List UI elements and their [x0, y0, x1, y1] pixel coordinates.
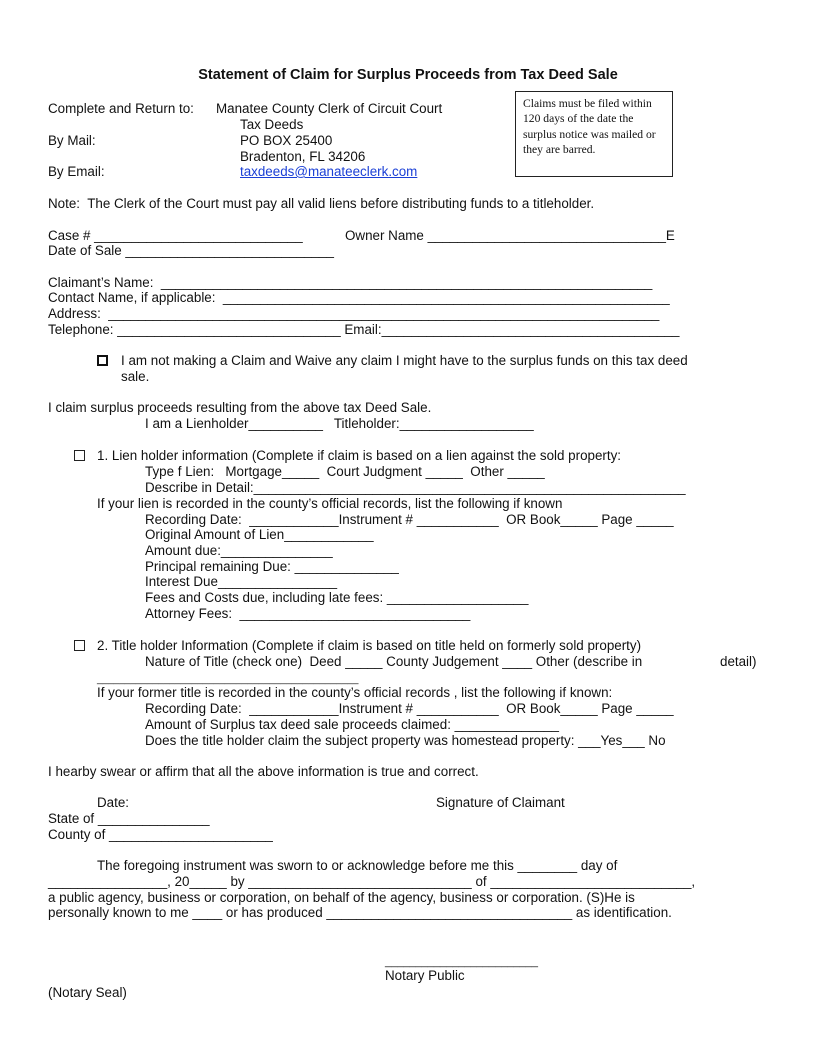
title-recording-field[interactable]: Recording Date: ____________Instrument # ___________ OR Book_____ Page _____ [145, 701, 674, 716]
notary-signature-line[interactable]: _________________________ [385, 956, 538, 968]
lien-heading: 1. Lien holder information (Complete if claim is based on a lien against the sold property: [97, 448, 622, 463]
waive-text-cont: sale. [121, 369, 150, 384]
return-to-org: Manatee County Clerk of Circuit Court [216, 101, 443, 116]
swear-statement: I hearby swear or affirm that all the above information is true and correct. [48, 764, 479, 779]
holder-type-field[interactable]: I am a Lienholder__________ Titleholder:__________________ [145, 416, 534, 431]
state-of-field[interactable]: State of _______________ [48, 811, 210, 826]
surplus-amount-field[interactable]: Amount of Surplus tax deed sale proceeds claimed: ______________ [145, 717, 559, 732]
form-title: Statement of Claim for Surplus Proceeds from Tax Deed Sale [198, 67, 618, 83]
waive-checkbox[interactable] [97, 355, 108, 366]
amount-due-field[interactable]: Amount due:_______________ [145, 543, 333, 558]
by-email-label: By Email: [48, 164, 105, 179]
notary-text-3: a public agency, business or corporation, on behalf of the agency, business or corporation. (S)He is [48, 890, 635, 905]
notary-public-label: Notary Public [385, 968, 465, 983]
case-number-field[interactable]: Case # ____________________________ [48, 228, 303, 243]
address-field[interactable]: Address: __________________________________________________________________________ [48, 306, 660, 321]
date-label: Date: [97, 795, 130, 810]
email-link[interactable]: taxdeeds@manateeclerk.com [240, 164, 418, 179]
signature-label: Signature of Claimant [436, 795, 565, 810]
date-of-sale-field[interactable]: Date of Sale ____________________________ [48, 243, 334, 258]
claim-intro: I claim surplus proceeds resulting from the above tax Deed Sale. [48, 400, 432, 415]
notary-text-4: personally known to me ____ or has produced _________________________________ as identification. [48, 905, 672, 920]
city: Bradenton, FL 34206 [240, 149, 366, 164]
notary-seal-label: (Notary Seal) [48, 985, 127, 1000]
nature-of-title-end: detail) [720, 654, 757, 669]
lien-type-field[interactable]: Type f Lien: Mortgage_____ Court Judgment _____ Other _____ [145, 464, 545, 479]
principal-due-field[interactable]: Principal remaining Due: ______________ [145, 559, 399, 574]
by-mail-label: By Mail: [48, 133, 96, 148]
attorney-fees-field[interactable]: Attorney Fees: _______________________________ [145, 606, 471, 621]
notary-text-1: The foregoing instrument was sworn to or acknowledge before me this ________ day of [97, 858, 618, 873]
interest-due-field[interactable]: Interest Due________________ [145, 574, 338, 589]
lien-holder-checkbox[interactable] [74, 450, 85, 461]
notary-text-2: ________________, 20_____ by ______________________________ of ___________________________, [48, 874, 696, 889]
waive-text: I am not making a Claim and Waive any claim I might have to the surplus funds on this tax deed [121, 353, 688, 368]
title-heading: 2. Title holder Information (Complete if claim is based on title held on formerly sold property) [97, 638, 642, 653]
homestead-field[interactable]: Does the title holder claim the subject property was homestead property: ___Yes___ No [145, 733, 666, 748]
nature-of-title-field[interactable]: Nature of Title (check one) Deed _____ County Judgement ____ Other (describe in [145, 654, 643, 669]
owner-name-field[interactable]: Owner Name ________________________________E [345, 228, 675, 243]
return-to-dept: Tax Deeds [240, 117, 304, 132]
lien-describe-field[interactable]: Describe in Detail:__________________________________________________________ [145, 480, 686, 495]
po-box: PO BOX 25400 [240, 133, 333, 148]
return-to-label: Complete and Return to: [48, 101, 194, 116]
telephone-email-field[interactable]: Telephone: ______________________________ Email:________________________________________ [48, 322, 680, 337]
county-of-field[interactable]: County of ______________________ [48, 827, 273, 842]
title-describe-line[interactable]: _______________________________________________ [97, 674, 359, 685]
lien-recording-field[interactable]: Recording Date: ____________Instrument # ___________ OR Book_____ Page _____ [145, 512, 674, 527]
title-if-recorded: If your former title is recorded in the county’s official records , list the following if known: [97, 685, 613, 700]
claimant-name-field[interactable]: Claimant’s Name: __________________________________________________________________ [48, 275, 653, 290]
note: Note: The Clerk of the Court must pay all valid liens before distributing funds to a titleholder. [48, 196, 595, 211]
title-holder-checkbox[interactable] [74, 640, 85, 651]
contact-name-field[interactable]: Contact Name, if applicable: ____________________________________________________________ [48, 290, 670, 305]
original-amount-field[interactable]: Original Amount of Lien____________ [145, 527, 374, 542]
lien-if-recorded: If your lien is recorded in the county’s official records, list the following if known [97, 496, 563, 511]
filing-deadline-notice: Claims must be filed within 120 days of the date the surplus notice was mailed or they are barred. [515, 91, 673, 177]
fees-costs-field[interactable]: Fees and Costs due, including late fees: ___________________ [145, 590, 529, 605]
